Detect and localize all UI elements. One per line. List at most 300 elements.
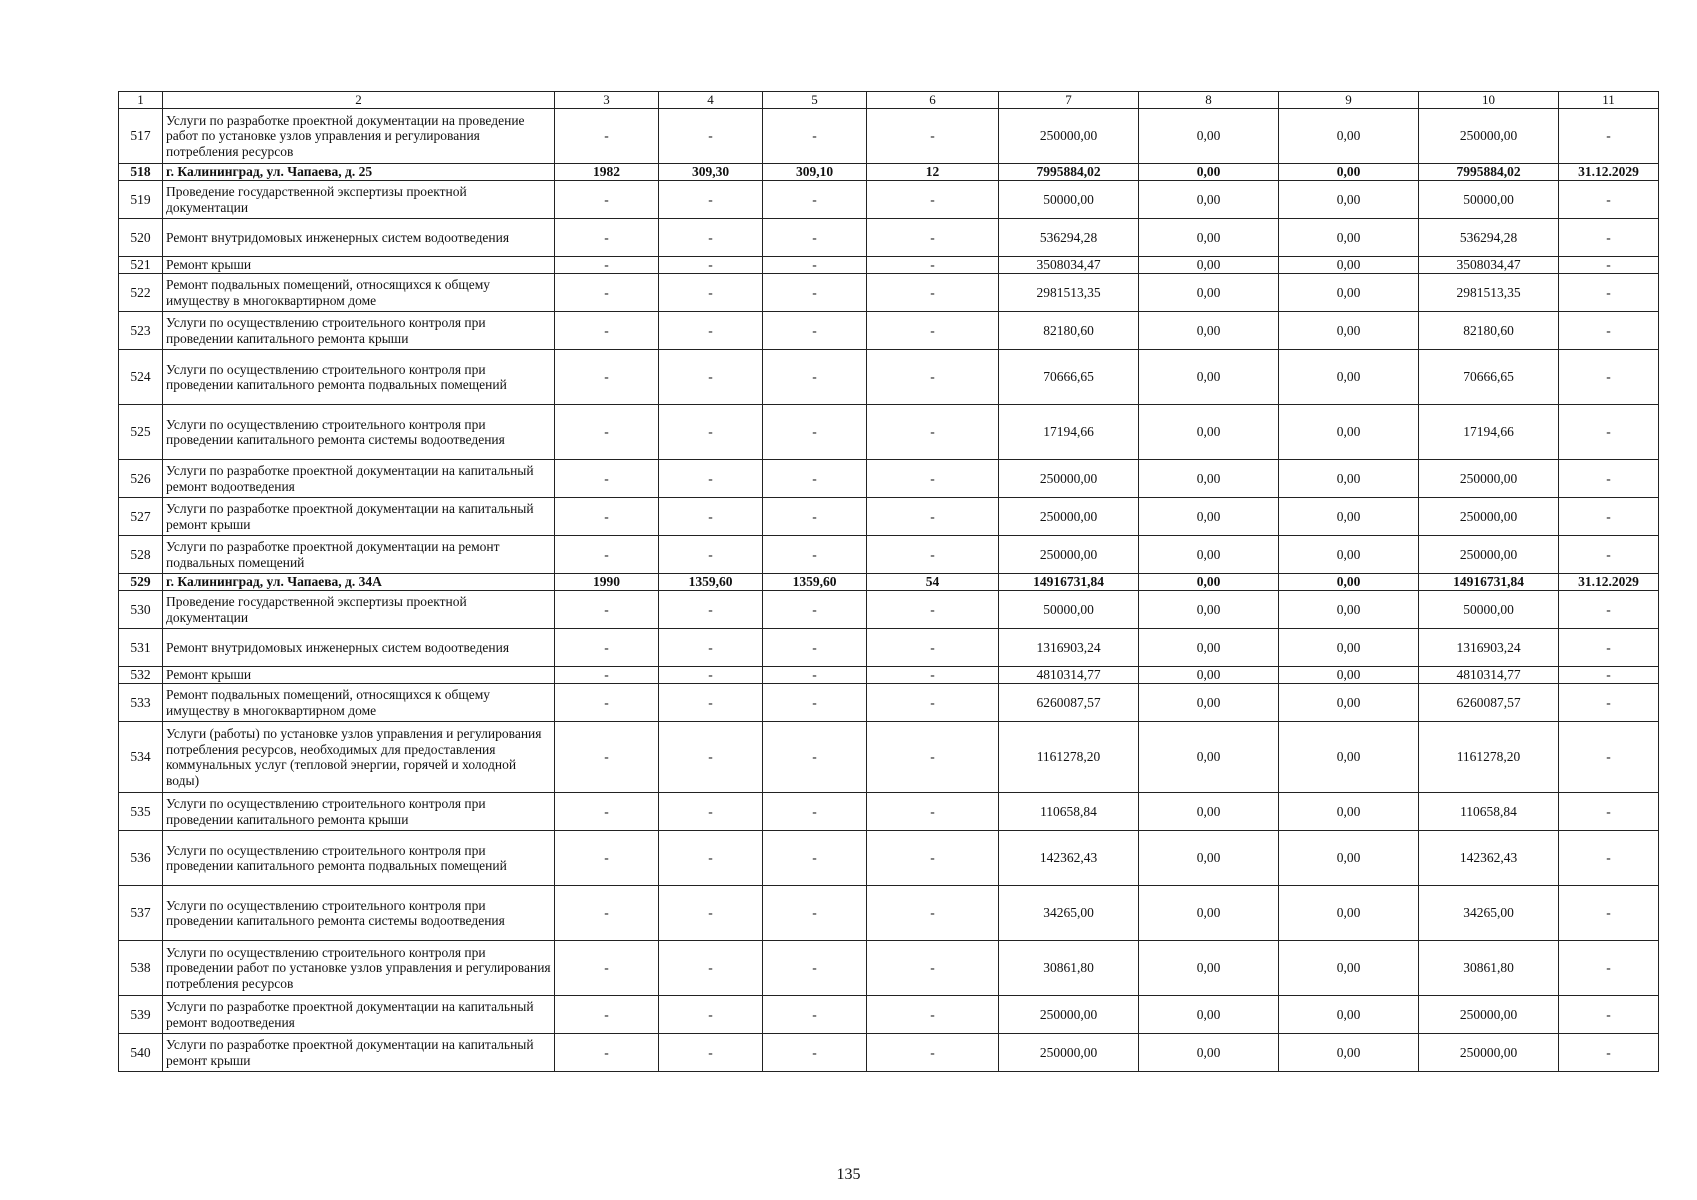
value-cell-c6: - [867,498,999,536]
description-cell: Услуги по разработке проектной документации на капитальный ремонт водоотведения [163,460,555,498]
value-cell-c4: - [659,498,763,536]
row-number-cell: 527 [119,498,163,536]
value-cell-c8: 0,00 [1139,591,1279,629]
value-cell-c5: - [763,722,867,793]
value-cell-c9: 0,00 [1279,574,1419,591]
value-cell-c10: 250000,00 [1419,1034,1559,1072]
value-cell-c8: 0,00 [1139,274,1279,312]
table-row [119,219,1659,257]
value-cell-c3: 1982 [555,164,659,181]
header-cell: 9 [1279,92,1419,109]
value-cell-c10: 50000,00 [1419,181,1559,219]
value-cell-c8: 0,00 [1139,667,1279,684]
value-cell-c4: - [659,684,763,722]
value-cell-c11: - [1559,629,1659,667]
header-cell: 8 [1139,92,1279,109]
value-cell-c5: - [763,181,867,219]
value-cell-c8: 0,00 [1139,886,1279,941]
value-cell-c5: 1359,60 [763,574,867,591]
value-cell-c6: - [867,181,999,219]
row-number-cell: 532 [119,667,163,684]
value-cell-c9: 0,00 [1279,164,1419,181]
value-cell-c9: 0,00 [1279,684,1419,722]
value-cell-c10: 250000,00 [1419,460,1559,498]
row-number-cell: 539 [119,996,163,1034]
value-cell-c7: 250000,00 [999,460,1139,498]
value-cell-c9: 0,00 [1279,886,1419,941]
value-cell-c6: - [867,405,999,460]
value-cell-c4: - [659,257,763,274]
header-cell: 11 [1559,92,1659,109]
value-cell-c4: - [659,181,763,219]
value-cell-c8: 0,00 [1139,164,1279,181]
value-cell-c6: - [867,1034,999,1072]
value-cell-c3: - [555,667,659,684]
value-cell-c11: - [1559,793,1659,831]
value-cell-c5: - [763,941,867,996]
value-cell-c11: - [1559,257,1659,274]
description-cell: Услуги по разработке проектной документации на проведение работ по установке узлов управления и регулирования потребления ресурсов [163,109,555,164]
value-cell-c10: 17194,66 [1419,405,1559,460]
value-cell-c8: 0,00 [1139,257,1279,274]
value-cell-c9: 0,00 [1279,312,1419,350]
row-number-cell: 523 [119,312,163,350]
row-number-cell: 533 [119,684,163,722]
value-cell-c8: 0,00 [1139,831,1279,886]
value-cell-c9: 0,00 [1279,793,1419,831]
value-cell-c11: - [1559,181,1659,219]
value-cell-c10: 3508034,47 [1419,257,1559,274]
header-cell: 1 [119,92,163,109]
value-cell-c6: - [867,941,999,996]
value-cell-c4: - [659,350,763,405]
value-cell-c10: 34265,00 [1419,886,1559,941]
value-cell-c4: - [659,793,763,831]
value-cell-c7: 250000,00 [999,536,1139,574]
value-cell-c4: - [659,831,763,886]
value-cell-c10: 30861,80 [1419,941,1559,996]
value-cell-c11: - [1559,219,1659,257]
value-cell-c8: 0,00 [1139,405,1279,460]
value-cell-c10: 250000,00 [1419,498,1559,536]
value-cell-c6: - [867,886,999,941]
table-row [119,831,1659,886]
value-cell-c9: 0,00 [1279,591,1419,629]
value-cell-c3: - [555,831,659,886]
value-cell-c7: 34265,00 [999,886,1139,941]
row-number-cell: 526 [119,460,163,498]
description-cell: Услуги по осуществлению строительного контроля при проведении капитального ремонта крыши [163,312,555,350]
value-cell-c11: - [1559,722,1659,793]
value-cell-c7: 3508034,47 [999,257,1139,274]
value-cell-c11: 31.12.2029 [1559,164,1659,181]
value-cell-c4: - [659,629,763,667]
description-cell: Услуги по разработке проектной документации на капитальный ремонт водоотведения [163,996,555,1034]
row-number-cell: 536 [119,831,163,886]
row-number-cell: 529 [119,574,163,591]
value-cell-c3: - [555,257,659,274]
value-cell-c8: 0,00 [1139,793,1279,831]
value-cell-c9: 0,00 [1279,1034,1419,1072]
description-cell: Услуги по осуществлению строительного контроля при проведении капитального ремонта системы водоотведения [163,405,555,460]
value-cell-c6: - [867,257,999,274]
value-cell-c10: 1161278,20 [1419,722,1559,793]
value-cell-c11: - [1559,274,1659,312]
value-cell-c6: - [867,460,999,498]
description-cell: Услуги по осуществлению строительного контроля при проведении капитального ремонта подвальных помещений [163,350,555,405]
value-cell-c7: 82180,60 [999,312,1139,350]
value-cell-c8: 0,00 [1139,109,1279,164]
value-cell-c4: - [659,722,763,793]
value-cell-c9: 0,00 [1279,219,1419,257]
value-cell-c3: - [555,181,659,219]
value-cell-c10: 250000,00 [1419,536,1559,574]
table-row [119,257,1659,274]
value-cell-c10: 70666,65 [1419,350,1559,405]
value-cell-c11: - [1559,312,1659,350]
value-cell-c6: - [867,536,999,574]
value-cell-c9: 0,00 [1279,996,1419,1034]
value-cell-c5: - [763,886,867,941]
value-cell-c4: - [659,312,763,350]
description-cell: Услуги по разработке проектной документации на капитальный ремонт крыши [163,498,555,536]
value-cell-c8: 0,00 [1139,996,1279,1034]
row-number-cell: 525 [119,405,163,460]
value-cell-c3: - [555,1034,659,1072]
value-cell-c5: - [763,629,867,667]
address-row [119,574,1659,591]
value-cell-c7: 142362,43 [999,831,1139,886]
value-cell-c3: - [555,941,659,996]
value-cell-c7: 1316903,24 [999,629,1139,667]
value-cell-c8: 0,00 [1139,684,1279,722]
value-cell-c6: - [867,312,999,350]
value-cell-c5: - [763,274,867,312]
table-row [119,722,1659,793]
value-cell-c11: - [1559,109,1659,164]
value-cell-c11: - [1559,591,1659,629]
description-cell: Ремонт крыши [163,667,555,684]
header-cell: 4 [659,92,763,109]
value-cell-c9: 0,00 [1279,405,1419,460]
value-cell-c10: 110658,84 [1419,793,1559,831]
value-cell-c9: 0,00 [1279,831,1419,886]
value-cell-c5: - [763,219,867,257]
value-cell-c8: 0,00 [1139,1034,1279,1072]
value-cell-c11: - [1559,941,1659,996]
table-row [119,684,1659,722]
value-cell-c3: - [555,109,659,164]
row-number-cell: 528 [119,536,163,574]
description-cell: г. Калининград, ул. Чапаева, д. 34А [163,574,555,591]
value-cell-c11: - [1559,498,1659,536]
value-cell-c9: 0,00 [1279,498,1419,536]
value-cell-c7: 17194,66 [999,405,1139,460]
value-cell-c6: - [867,831,999,886]
value-cell-c10: 82180,60 [1419,312,1559,350]
value-cell-c11: - [1559,684,1659,722]
value-cell-c5: - [763,460,867,498]
value-cell-c5: - [763,667,867,684]
value-cell-c5: - [763,350,867,405]
row-number-cell: 522 [119,274,163,312]
value-cell-c3: - [555,460,659,498]
value-cell-c9: 0,00 [1279,274,1419,312]
table-row [119,667,1659,684]
row-number-cell: 531 [119,629,163,667]
value-cell-c7: 250000,00 [999,1034,1139,1072]
value-cell-c7: 14916731,84 [999,574,1139,591]
description-cell: Ремонт внутридомовых инженерных систем водоотведения [163,629,555,667]
table-row [119,460,1659,498]
value-cell-c9: 0,00 [1279,350,1419,405]
value-cell-c3: - [555,274,659,312]
capital-repair-table [118,91,1659,1072]
row-number-cell: 517 [119,109,163,164]
value-cell-c11: - [1559,536,1659,574]
description-cell: Услуги по осуществлению строительного контроля при проведении капитального ремонта системы водоотведения [163,886,555,941]
value-cell-c10: 536294,28 [1419,219,1559,257]
value-cell-c10: 6260087,57 [1419,684,1559,722]
value-cell-c6: 54 [867,574,999,591]
value-cell-c5: 309,10 [763,164,867,181]
value-cell-c5: - [763,1034,867,1072]
value-cell-c4: - [659,1034,763,1072]
value-cell-c10: 50000,00 [1419,591,1559,629]
table-row [119,1034,1659,1072]
table-row [119,536,1659,574]
value-cell-c3: - [555,312,659,350]
description-cell: Услуги (работы) по установке узлов управления и регулирования потребления ресурсов, необходимых для предоставления коммунальных услуг (тепловой энергии, горячей и холодной воды) [163,722,555,793]
value-cell-c10: 1316903,24 [1419,629,1559,667]
value-cell-c8: 0,00 [1139,536,1279,574]
description-cell: г. Калининград, ул. Чапаева, д. 25 [163,164,555,181]
value-cell-c4: - [659,405,763,460]
table-row [119,886,1659,941]
value-cell-c4: - [659,941,763,996]
value-cell-c9: 0,00 [1279,722,1419,793]
value-cell-c7: 2981513,35 [999,274,1139,312]
value-cell-c8: 0,00 [1139,181,1279,219]
description-cell: Услуги по осуществлению строительного контроля при проведении работ по установке узлов управления и регулирования потребления ресурсов [163,941,555,996]
value-cell-c4: - [659,460,763,498]
value-cell-c7: 110658,84 [999,793,1139,831]
header-cell: 2 [163,92,555,109]
value-cell-c6: - [867,274,999,312]
value-cell-c4: - [659,536,763,574]
row-number-cell: 530 [119,591,163,629]
value-cell-c11: - [1559,886,1659,941]
value-cell-c6: - [867,722,999,793]
value-cell-c3: - [555,350,659,405]
value-cell-c6: - [867,109,999,164]
value-cell-c11: - [1559,1034,1659,1072]
row-number-cell: 534 [119,722,163,793]
value-cell-c11: - [1559,831,1659,886]
value-cell-c11: - [1559,667,1659,684]
value-cell-c7: 70666,65 [999,350,1139,405]
value-cell-c9: 0,00 [1279,109,1419,164]
value-cell-c5: - [763,109,867,164]
value-cell-c4: - [659,996,763,1034]
value-cell-c3: - [555,886,659,941]
value-cell-c7: 536294,28 [999,219,1139,257]
value-cell-c9: 0,00 [1279,181,1419,219]
header-cell: 5 [763,92,867,109]
row-number-cell: 535 [119,793,163,831]
value-cell-c3: - [555,591,659,629]
description-cell: Ремонт подвальных помещений, относящихся к общему имуществу в многоквартирном доме [163,274,555,312]
value-cell-c5: - [763,591,867,629]
row-number-cell: 521 [119,257,163,274]
table-row [119,312,1659,350]
value-cell-c8: 0,00 [1139,312,1279,350]
value-cell-c11: - [1559,996,1659,1034]
value-cell-c10: 7995884,02 [1419,164,1559,181]
table-row [119,274,1659,312]
value-cell-c5: - [763,684,867,722]
value-cell-c8: 0,00 [1139,460,1279,498]
description-cell: Ремонт крыши [163,257,555,274]
value-cell-c7: 50000,00 [999,181,1139,219]
row-number-cell: 540 [119,1034,163,1072]
table-row [119,405,1659,460]
value-cell-c10: 250000,00 [1419,996,1559,1034]
value-cell-c8: 0,00 [1139,629,1279,667]
value-cell-c9: 0,00 [1279,460,1419,498]
header-cell: 10 [1419,92,1559,109]
value-cell-c6: - [867,591,999,629]
description-cell: Проведение государственной экспертизы проектной документации [163,181,555,219]
description-cell: Услуги по разработке проектной документации на капитальный ремонт крыши [163,1034,555,1072]
description-cell: Ремонт внутридомовых инженерных систем водоотведения [163,219,555,257]
value-cell-c5: - [763,996,867,1034]
value-cell-c6: 12 [867,164,999,181]
page-number: 135 [836,1166,861,1183]
value-cell-c8: 0,00 [1139,350,1279,405]
value-cell-c4: - [659,667,763,684]
value-cell-c3: - [555,629,659,667]
value-cell-c6: - [867,996,999,1034]
value-cell-c3: 1990 [555,574,659,591]
value-cell-c6: - [867,793,999,831]
value-cell-c10: 250000,00 [1419,109,1559,164]
table-row [119,181,1659,219]
value-cell-c9: 0,00 [1279,536,1419,574]
table-row [119,350,1659,405]
value-cell-c10: 14916731,84 [1419,574,1559,591]
value-cell-c5: - [763,405,867,460]
value-cell-c6: - [867,350,999,405]
value-cell-c6: - [867,667,999,684]
description-cell: Услуги по разработке проектной документации на ремонт подвальных помещений [163,536,555,574]
value-cell-c5: - [763,257,867,274]
value-cell-c10: 4810314,77 [1419,667,1559,684]
value-cell-c8: 0,00 [1139,722,1279,793]
value-cell-c5: - [763,312,867,350]
value-cell-c3: - [555,536,659,574]
table-row [119,793,1659,831]
value-cell-c7: 6260087,57 [999,684,1139,722]
value-cell-c10: 142362,43 [1419,831,1559,886]
value-cell-c6: - [867,219,999,257]
header-cell: 6 [867,92,999,109]
value-cell-c4: - [659,274,763,312]
value-cell-c7: 4810314,77 [999,667,1139,684]
value-cell-c5: - [763,498,867,536]
value-cell-c8: 0,00 [1139,219,1279,257]
value-cell-c9: 0,00 [1279,941,1419,996]
value-cell-c3: - [555,498,659,536]
header-cell: 7 [999,92,1139,109]
value-cell-c5: - [763,536,867,574]
value-cell-c8: 0,00 [1139,498,1279,536]
value-cell-c11: - [1559,350,1659,405]
value-cell-c4: 1359,60 [659,574,763,591]
table-row [119,109,1659,164]
value-cell-c11: - [1559,460,1659,498]
row-number-cell: 524 [119,350,163,405]
table-row [119,996,1659,1034]
value-cell-c3: - [555,996,659,1034]
row-number-cell: 519 [119,181,163,219]
value-cell-c7: 50000,00 [999,591,1139,629]
table-row [119,591,1659,629]
value-cell-c4: 309,30 [659,164,763,181]
value-cell-c4: - [659,109,763,164]
row-number-cell: 518 [119,164,163,181]
value-cell-c3: - [555,405,659,460]
value-cell-c4: - [659,886,763,941]
value-cell-c11: - [1559,405,1659,460]
header-cell: 3 [555,92,659,109]
row-number-cell: 520 [119,219,163,257]
value-cell-c8: 0,00 [1139,574,1279,591]
description-cell: Ремонт подвальных помещений, относящихся к общему имуществу в многоквартирном доме [163,684,555,722]
table-row [119,629,1659,667]
value-cell-c11: 31.12.2029 [1559,574,1659,591]
value-cell-c5: - [763,793,867,831]
table-header-row [119,92,1659,109]
row-number-cell: 538 [119,941,163,996]
table-row [119,941,1659,996]
value-cell-c7: 250000,00 [999,498,1139,536]
value-cell-c8: 0,00 [1139,941,1279,996]
value-cell-c6: - [867,684,999,722]
value-cell-c7: 7995884,02 [999,164,1139,181]
value-cell-c3: - [555,219,659,257]
value-cell-c4: - [659,219,763,257]
document-sheet [118,91,1658,1072]
description-cell: Услуги по осуществлению строительного контроля при проведении капитального ремонта подвальных помещений [163,831,555,886]
description-cell: Проведение государственной экспертизы проектной документации [163,591,555,629]
value-cell-c7: 1161278,20 [999,722,1139,793]
value-cell-c6: - [867,629,999,667]
value-cell-c10: 2981513,35 [1419,274,1559,312]
value-cell-c9: 0,00 [1279,667,1419,684]
value-cell-c7: 30861,80 [999,941,1139,996]
value-cell-c9: 0,00 [1279,257,1419,274]
address-row [119,164,1659,181]
value-cell-c4: - [659,591,763,629]
value-cell-c3: - [555,684,659,722]
value-cell-c7: 250000,00 [999,109,1139,164]
value-cell-c3: - [555,793,659,831]
value-cell-c9: 0,00 [1279,629,1419,667]
value-cell-c5: - [763,831,867,886]
description-cell: Услуги по осуществлению строительного контроля при проведении капитального ремонта крыши [163,793,555,831]
value-cell-c7: 250000,00 [999,996,1139,1034]
